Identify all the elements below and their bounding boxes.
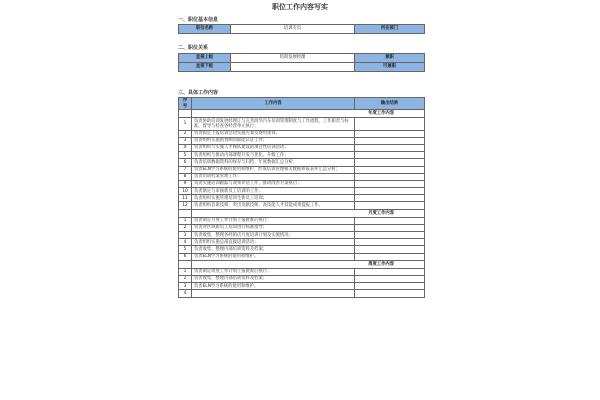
value-position-name: 培训专员	[231, 25, 355, 34]
task-row	[179, 232, 425, 239]
task-output-cell	[355, 188, 425, 195]
section-basic-info-heading: 一、职位基本信息	[178, 17, 219, 23]
relations-table	[178, 53, 425, 72]
col-header-content: 工作内容	[192, 98, 355, 110]
task-number: 10	[179, 188, 192, 195]
task-row	[179, 173, 425, 180]
task-row	[179, 159, 425, 166]
label-substitute: 可兼职	[355, 63, 425, 72]
task-number: 6	[179, 253, 192, 260]
task-output-cell	[355, 268, 425, 275]
weekly-label: 周度工作内容	[192, 260, 425, 268]
task-output-cell	[355, 224, 425, 231]
task-row	[179, 188, 425, 195]
col-header-output: 输出结果	[355, 98, 425, 110]
task-row	[179, 118, 425, 130]
col-header-no: 序号	[179, 98, 192, 110]
label-concurrent: 兼职	[355, 54, 425, 63]
monthly-section	[179, 209, 425, 260]
task-row	[179, 144, 425, 151]
task-number: 3	[179, 232, 192, 239]
task-row	[179, 290, 425, 297]
task-output-cell	[355, 202, 425, 209]
task-description: 负责组织与实施人才梯队建设的项目性培训活动；	[192, 144, 355, 151]
section-work-content-heading: 三、具体工作内容	[178, 90, 219, 96]
monthly-label: 月度工作内容	[192, 209, 425, 217]
label-direct-superior: 直接上级	[179, 54, 231, 63]
task-description: 负责收集、整理内部培训资料及档案；	[192, 246, 355, 253]
task-row	[179, 275, 425, 282]
task-output-cell	[355, 166, 425, 173]
task-row	[179, 224, 425, 231]
label-position-name: 职位名称	[179, 25, 231, 34]
task-output-cell	[355, 118, 425, 130]
label-direct-subordinate: 直接下级	[179, 63, 231, 72]
task-description	[192, 290, 355, 297]
task-description: 负责制定月度工作计划上报批准后执行；	[192, 217, 355, 224]
task-row	[179, 217, 425, 224]
value-direct-subordinate	[231, 63, 355, 72]
task-row	[179, 202, 425, 209]
task-output-cell	[355, 283, 425, 290]
task-description: 负责组织与推动内部课程开发与优化、升级工作；	[192, 152, 355, 159]
task-description: 负责收集、整理各经销店月度培训计划及实施情况；	[192, 232, 355, 239]
task-output-cell	[355, 144, 425, 151]
task-description: 负责ELN学习系统的使用和维护。	[192, 253, 355, 260]
task-number: 2	[179, 224, 192, 231]
annual-label: 年度工作内容	[192, 110, 425, 118]
task-description: 负责组织实施总部直接培训活动；	[192, 239, 355, 246]
task-description: 负责拟定上报培训活动实施方案及费用预算；	[192, 130, 355, 137]
task-number: 8	[179, 173, 192, 180]
task-number: 4	[179, 290, 192, 297]
task-row	[179, 180, 425, 187]
task-number: 4	[179, 239, 192, 246]
task-row	[179, 246, 425, 253]
task-number: 12	[179, 202, 192, 209]
task-description: 负责制定周度工作计划上报批准后执行；	[192, 268, 355, 275]
task-number: 6	[179, 159, 192, 166]
task-number: 3	[179, 137, 192, 144]
basic-info-table	[178, 24, 425, 34]
task-number: 5	[179, 152, 192, 159]
task-row	[179, 253, 425, 260]
task-number: 3	[179, 283, 192, 290]
task-output-cell	[355, 253, 425, 260]
task-number: 11	[179, 195, 192, 202]
weekly-section	[179, 260, 425, 297]
task-output-cell	[355, 180, 425, 187]
work-content-table	[178, 97, 425, 298]
task-output-cell	[355, 290, 425, 297]
annual-section	[179, 110, 425, 209]
task-row	[179, 137, 425, 144]
task-number: 2	[179, 130, 192, 137]
task-output-cell	[355, 232, 425, 239]
task-output-cell	[355, 246, 425, 253]
task-description: 负责培训数据资料的保存与归档、年度数据汇总分析；	[192, 159, 355, 166]
task-output-cell	[355, 195, 425, 202]
task-row	[179, 195, 425, 202]
section-relations-heading: 二、职位关系	[178, 45, 209, 51]
task-row	[179, 166, 425, 173]
task-output-cell	[355, 137, 425, 144]
task-description: 负责组织首席技师、突出贡献技师、高技能人才技能成果提报工作。	[192, 202, 355, 209]
task-number: 9	[179, 180, 192, 187]
task-description: 负责制定与审核新员工培训的工作；	[192, 188, 355, 195]
task-description: 负责收集、整理内部培训资料及档案；	[192, 275, 355, 282]
task-row	[179, 283, 425, 290]
task-row	[179, 268, 425, 275]
task-output-cell	[355, 217, 425, 224]
task-description: 负责组织实施管理培训生新员工培训；	[192, 195, 355, 202]
task-number: 1	[179, 217, 192, 224]
task-row	[179, 152, 425, 159]
task-number: 2	[179, 275, 192, 282]
task-description: 负责培训档案管理工作；	[192, 173, 355, 180]
task-description: 负责协助培训发展经理订与完善润华汽车培训管理制度与工作流程，工作职责与标准，督导与检查各经营单元执行；	[192, 118, 355, 130]
document-title: 职位工作内容写实	[272, 3, 328, 11]
task-description: 负责对区域新员工培训进行标准指导；	[192, 224, 355, 231]
task-output-cell	[355, 275, 425, 282]
task-output-cell	[355, 239, 425, 246]
label-department: 所在部门	[355, 25, 425, 34]
task-output-cell	[355, 159, 425, 166]
task-row	[179, 130, 425, 137]
task-description: 负责ELN学习系统的使用和维护。	[192, 283, 355, 290]
task-output-cell	[355, 130, 425, 137]
document-page	[175, 0, 425, 400]
task-description: 负责实施培训跟踪与效果评估工作，推动改善方案执行；	[192, 180, 355, 187]
task-output-cell	[355, 173, 425, 180]
task-number: 1	[179, 268, 192, 275]
task-row	[179, 239, 425, 246]
task-number: 7	[179, 166, 192, 173]
task-description: 负责ELN学习系统的使用和维护，形成培训管理相关数据和报表并汇总分析；	[192, 166, 355, 173]
task-output-cell	[355, 152, 425, 159]
task-number: 4	[179, 144, 192, 151]
task-description: 负责组织实施销售顾问职能认证工作；	[192, 137, 355, 144]
task-number: 5	[179, 246, 192, 253]
value-direct-superior: 培训发展经理	[231, 54, 355, 63]
task-number: 1	[179, 118, 192, 130]
